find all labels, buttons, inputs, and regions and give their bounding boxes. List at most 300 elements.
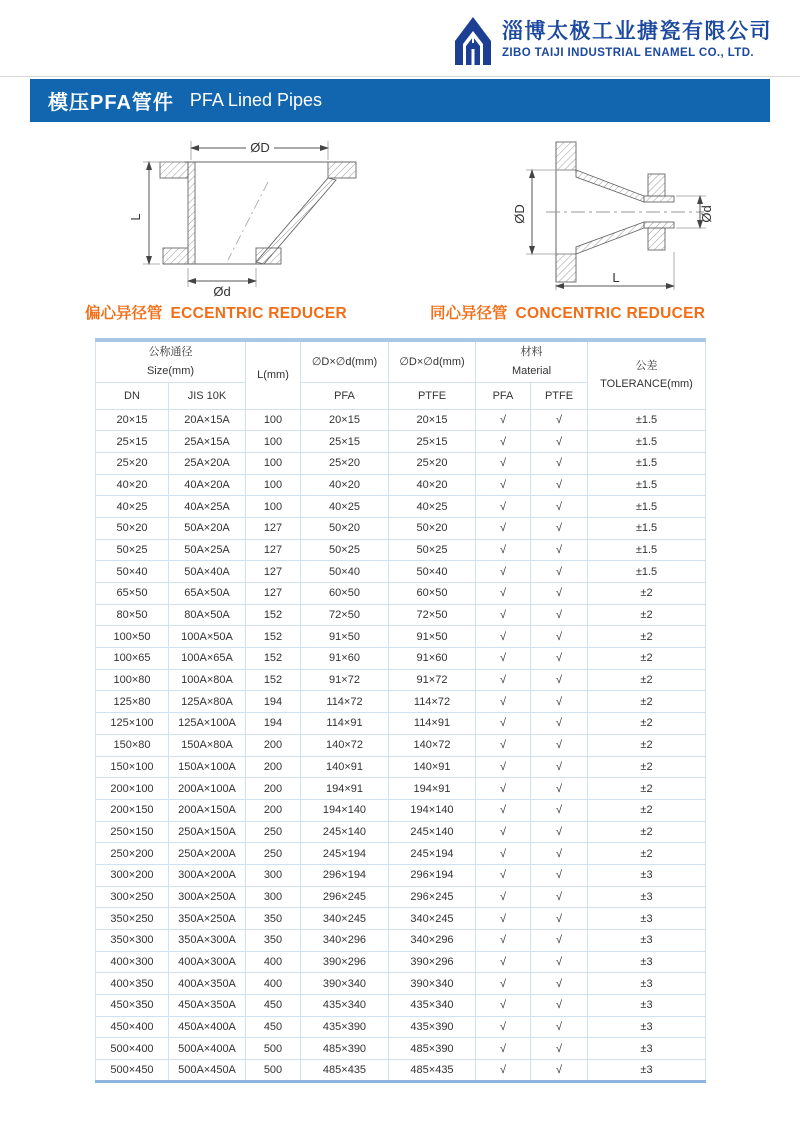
table-cell: ±1.5 <box>588 561 706 583</box>
table-cell: 20A×15A <box>169 409 246 431</box>
spec-table-header <box>96 340 706 409</box>
table-cell: 40×20 <box>301 474 389 496</box>
table-cell: 245×194 <box>301 843 389 865</box>
table-cell: √ <box>476 843 531 865</box>
table-row <box>96 691 706 713</box>
table-cell: 200 <box>246 778 301 800</box>
table-cell: ±3 <box>588 1060 706 1082</box>
spec-table <box>95 338 706 1083</box>
eccentric-reducer-caption <box>85 301 347 323</box>
table-row <box>96 930 706 952</box>
brand-block <box>453 13 772 65</box>
table-cell: √ <box>476 431 531 453</box>
table-cell: 350A×250A <box>169 908 246 930</box>
table-cell: √ <box>531 1016 588 1038</box>
table-cell: 194×140 <box>389 799 476 821</box>
table-cell: 500×400 <box>96 1038 169 1060</box>
table-cell: 350 <box>246 930 301 952</box>
table-row <box>96 1038 706 1060</box>
table-row <box>96 539 706 561</box>
table-cell: 200 <box>246 734 301 756</box>
table-cell: √ <box>531 908 588 930</box>
table-cell: 127 <box>246 517 301 539</box>
table-cell: ±1.5 <box>588 474 706 496</box>
table-cell: 390×296 <box>301 951 389 973</box>
table-cell: 50×20 <box>96 517 169 539</box>
table-cell: 25×20 <box>301 452 389 474</box>
table-cell: ±2 <box>588 713 706 735</box>
table-cell: √ <box>531 691 588 713</box>
table-cell: √ <box>531 951 588 973</box>
table-cell: ±2 <box>588 669 706 691</box>
header-sub-ptfe-mat: PTFE <box>531 382 588 409</box>
table-cell: √ <box>476 1060 531 1082</box>
table-cell: ±1.5 <box>588 452 706 474</box>
table-cell: 125A×80A <box>169 691 246 713</box>
table-row <box>96 778 706 800</box>
table-cell: ±2 <box>588 843 706 865</box>
table-cell: 114×72 <box>389 691 476 713</box>
dim-label-OD: ØD <box>512 204 527 224</box>
table-cell: √ <box>531 604 588 626</box>
table-row <box>96 995 706 1017</box>
table-cell: √ <box>476 626 531 648</box>
table-cell: ±2 <box>588 799 706 821</box>
table-cell: √ <box>476 908 531 930</box>
table-cell: ±2 <box>588 734 706 756</box>
table-cell: √ <box>476 539 531 561</box>
table-cell: √ <box>476 756 531 778</box>
table-cell: 91×72 <box>389 669 476 691</box>
table-cell: 150A×100A <box>169 756 246 778</box>
table-cell: 100A×65A <box>169 648 246 670</box>
table-cell: 450A×350A <box>169 995 246 1017</box>
table-cell: 435×390 <box>389 1016 476 1038</box>
table-cell: ±1.5 <box>588 496 706 518</box>
table-cell: 194×91 <box>389 778 476 800</box>
table-cell: 140×91 <box>301 756 389 778</box>
table-cell: ±2 <box>588 691 706 713</box>
table-cell: 400×350 <box>96 973 169 995</box>
table-cell: 296×245 <box>301 886 389 908</box>
page-header <box>0 0 800 77</box>
table-cell: 296×194 <box>389 864 476 886</box>
table-cell: √ <box>476 886 531 908</box>
table-cell: √ <box>531 799 588 821</box>
dim-label-Od: Ød <box>213 284 231 298</box>
table-cell: 40A×25A <box>169 496 246 518</box>
table-cell: √ <box>531 973 588 995</box>
table-cell: √ <box>531 496 588 518</box>
table-cell: 435×340 <box>301 995 389 1017</box>
table-cell: 152 <box>246 648 301 670</box>
table-row <box>96 583 706 605</box>
table-cell: √ <box>531 734 588 756</box>
table-cell: √ <box>476 517 531 539</box>
table-cell: √ <box>476 821 531 843</box>
table-cell: 20×15 <box>389 409 476 431</box>
table-cell: 194×91 <box>301 778 389 800</box>
table-cell: √ <box>531 648 588 670</box>
table-cell: √ <box>476 604 531 626</box>
table-cell: 340×296 <box>301 930 389 952</box>
table-row <box>96 604 706 626</box>
table-cell: 100 <box>246 452 301 474</box>
table-cell: ±2 <box>588 756 706 778</box>
table-cell: 91×60 <box>389 648 476 670</box>
section-title-cn: 模压PFA管件 <box>48 92 174 114</box>
table-cell: 194 <box>246 691 301 713</box>
table-cell: 100A×50A <box>169 626 246 648</box>
table-cell: ±1.5 <box>588 539 706 561</box>
table-cell: 100 <box>246 496 301 518</box>
table-cell: 25×15 <box>301 431 389 453</box>
header-size-group-cn: 公称通径 <box>148 346 193 359</box>
table-row <box>96 756 706 778</box>
table-row <box>96 431 706 453</box>
table-cell: ±2 <box>588 583 706 605</box>
table-cell: 127 <box>246 561 301 583</box>
table-cell: √ <box>531 1060 588 1082</box>
table-cell: 40×25 <box>389 496 476 518</box>
header-dim-pfa: ∅D×∅d(mm) <box>301 340 389 382</box>
table-cell: ±1.5 <box>588 517 706 539</box>
table-cell: √ <box>531 517 588 539</box>
table-cell: 450 <box>246 1016 301 1038</box>
table-row <box>96 1060 706 1082</box>
table-cell: 25A×15A <box>169 431 246 453</box>
table-cell: 340×245 <box>389 908 476 930</box>
table-cell: 350×250 <box>96 908 169 930</box>
table-cell: √ <box>531 713 588 735</box>
table-row <box>96 886 706 908</box>
table-cell: 125×80 <box>96 691 169 713</box>
table-cell: √ <box>476 973 531 995</box>
table-cell: √ <box>476 409 531 431</box>
table-cell: 50×40 <box>96 561 169 583</box>
table-cell: 300 <box>246 886 301 908</box>
table-row <box>96 452 706 474</box>
table-cell: √ <box>531 474 588 496</box>
table-cell: 340×296 <box>389 930 476 952</box>
table-cell: 40×20 <box>96 474 169 496</box>
table-cell: 500×450 <box>96 1060 169 1082</box>
eccentric-caption-en: ECCENTRIC REDUCER <box>170 305 347 322</box>
table-cell: √ <box>531 583 588 605</box>
table-cell: √ <box>476 474 531 496</box>
section-title-en: PFA Lined Pipes <box>189 90 322 110</box>
table-row <box>96 843 706 865</box>
table-cell: 40×20 <box>389 474 476 496</box>
table-cell: √ <box>476 1016 531 1038</box>
table-cell: √ <box>531 626 588 648</box>
table-cell: 194×140 <box>301 799 389 821</box>
company-name-cn: 淄博太极工业搪瓷有限公司 <box>502 20 772 44</box>
table-cell: 500 <box>246 1038 301 1060</box>
table-cell: 25A×20A <box>169 452 246 474</box>
table-cell: 390×340 <box>389 973 476 995</box>
table-cell: √ <box>476 799 531 821</box>
table-cell: ±3 <box>588 1038 706 1060</box>
table-cell: 152 <box>246 604 301 626</box>
table-row <box>96 908 706 930</box>
table-cell: √ <box>476 734 531 756</box>
table-cell: 80A×50A <box>169 604 246 626</box>
table-cell: 250A×150A <box>169 821 246 843</box>
table-cell: 140×72 <box>389 734 476 756</box>
table-row <box>96 864 706 886</box>
concentric-caption-en: CONCENTRIC REDUCER <box>515 305 706 322</box>
table-cell: 50A×40A <box>169 561 246 583</box>
table-cell: √ <box>531 778 588 800</box>
table-cell: 296×194 <box>301 864 389 886</box>
table-cell: 65×50 <box>96 583 169 605</box>
table-cell: √ <box>476 583 531 605</box>
table-row <box>96 821 706 843</box>
table-cell: ±3 <box>588 995 706 1017</box>
table-cell: √ <box>531 669 588 691</box>
table-body <box>96 409 706 1081</box>
table-cell: √ <box>531 843 588 865</box>
table-row <box>96 713 706 735</box>
concentric-caption-cn: 同心异径管 <box>430 305 508 322</box>
dim-label-OD: ØD <box>250 140 270 155</box>
table-cell: ±3 <box>588 864 706 886</box>
table-cell: 400×300 <box>96 951 169 973</box>
table-row <box>96 409 706 431</box>
header-l: L(mm) <box>246 340 301 409</box>
table-cell: ±2 <box>588 604 706 626</box>
table-row <box>96 951 706 973</box>
table-row <box>96 474 706 496</box>
header-dn: DN <box>96 382 169 409</box>
table-cell: 40×25 <box>96 496 169 518</box>
table-cell: √ <box>476 864 531 886</box>
table-row <box>96 517 706 539</box>
table-cell: ±3 <box>588 930 706 952</box>
table-cell: 340×245 <box>301 908 389 930</box>
table-cell: 20×15 <box>301 409 389 431</box>
table-cell: 100×50 <box>96 626 169 648</box>
table-cell: 72×50 <box>301 604 389 626</box>
table-cell: 80×50 <box>96 604 169 626</box>
table-cell: 245×194 <box>389 843 476 865</box>
header-tolerance-en: TOLERANCE(mm) <box>600 378 693 391</box>
table-cell: √ <box>531 930 588 952</box>
header-sub-ptfe-dim: PTFE <box>389 382 476 409</box>
table-cell: ±3 <box>588 951 706 973</box>
table-cell: 485×435 <box>389 1060 476 1082</box>
concentric-reducer-drawing <box>498 130 738 296</box>
table-row <box>96 973 706 995</box>
table-cell: 485×390 <box>389 1038 476 1060</box>
table-cell: 152 <box>246 626 301 648</box>
table-cell: 91×72 <box>301 669 389 691</box>
table-cell: 300×250 <box>96 886 169 908</box>
table-cell: √ <box>476 778 531 800</box>
table-row <box>96 626 706 648</box>
table-cell: ±1.5 <box>588 431 706 453</box>
table-cell: 25×15 <box>96 431 169 453</box>
table-cell: √ <box>531 539 588 561</box>
table-row <box>96 669 706 691</box>
table-cell: 500 <box>246 1060 301 1082</box>
table-cell: √ <box>476 951 531 973</box>
table-cell: 150A×80A <box>169 734 246 756</box>
table-cell: 450A×400A <box>169 1016 246 1038</box>
header-material-group-cn: 材料 <box>520 346 543 359</box>
table-cell: 245×140 <box>389 821 476 843</box>
table-cell: 485×390 <box>301 1038 389 1060</box>
table-cell: 40×25 <box>301 496 389 518</box>
company-name-en: ZIBO TAIJI INDUSTRIAL ENAMEL CO., LTD. <box>502 46 755 59</box>
table-cell: ±3 <box>588 908 706 930</box>
table-cell: 140×72 <box>301 734 389 756</box>
header-tolerance-cn: 公差 <box>635 359 658 372</box>
table-cell: 300×200 <box>96 864 169 886</box>
table-cell: 194 <box>246 713 301 735</box>
table-cell: 200 <box>246 799 301 821</box>
table-cell: √ <box>531 1038 588 1060</box>
table-cell: √ <box>476 691 531 713</box>
table-cell: 100×65 <box>96 648 169 670</box>
table-cell: ±3 <box>588 1016 706 1038</box>
table-cell: 50×25 <box>301 539 389 561</box>
table-cell: 60×50 <box>301 583 389 605</box>
table-cell: 200×150 <box>96 799 169 821</box>
table-cell: √ <box>476 1038 531 1060</box>
dim-label-Od: Ød <box>699 205 714 223</box>
table-cell: 72×50 <box>389 604 476 626</box>
table-cell: 100A×80A <box>169 669 246 691</box>
table-cell: ±2 <box>588 626 706 648</box>
table-cell: 296×245 <box>389 886 476 908</box>
table-cell: 114×91 <box>389 713 476 735</box>
table-cell: 50×20 <box>301 517 389 539</box>
table-cell: 500A×400A <box>169 1038 246 1060</box>
table-cell: 152 <box>246 669 301 691</box>
table-cell: 50A×20A <box>169 517 246 539</box>
table-cell: √ <box>476 496 531 518</box>
table-cell: 150×100 <box>96 756 169 778</box>
table-cell: 50×25 <box>96 539 169 561</box>
table-cell: 100 <box>246 474 301 496</box>
table-cell: √ <box>531 561 588 583</box>
table-cell: 250×200 <box>96 843 169 865</box>
dim-label-L: L <box>612 270 620 285</box>
table-cell: 25×20 <box>96 452 169 474</box>
table-cell: 245×140 <box>301 821 389 843</box>
table-cell: 65A×50A <box>169 583 246 605</box>
table-cell: 20×15 <box>96 409 169 431</box>
table-cell: 450×400 <box>96 1016 169 1038</box>
table-cell: √ <box>531 886 588 908</box>
table-cell: 91×60 <box>301 648 389 670</box>
header-material-group <box>476 340 588 382</box>
table-cell: 350×300 <box>96 930 169 952</box>
table-cell: 127 <box>246 539 301 561</box>
header-sub-pfa-dim: PFA <box>301 382 389 409</box>
table-cell: 60×50 <box>389 583 476 605</box>
table-cell: √ <box>476 452 531 474</box>
table-cell: 300 <box>246 864 301 886</box>
table-cell: 150×80 <box>96 734 169 756</box>
table-cell: 435×390 <box>301 1016 389 1038</box>
eccentric-caption-cn: 偏心异径管 <box>85 305 163 322</box>
table-cell: 300A×200A <box>169 864 246 886</box>
concentric-reducer-caption <box>430 301 705 323</box>
table-cell: √ <box>476 713 531 735</box>
table-cell: 250 <box>246 843 301 865</box>
table-cell: √ <box>531 431 588 453</box>
table-cell: √ <box>476 648 531 670</box>
table-cell: 100 <box>246 431 301 453</box>
eccentric-reducer-drawing <box>116 134 396 298</box>
table-cell: √ <box>531 821 588 843</box>
table-cell: 500A×450A <box>169 1060 246 1082</box>
table-cell: ±1.5 <box>588 409 706 431</box>
table-cell: 50×40 <box>389 561 476 583</box>
table-cell: 114×72 <box>301 691 389 713</box>
header-sub-pfa-mat: PFA <box>476 382 531 409</box>
table-cell: 125A×100A <box>169 713 246 735</box>
table-cell: 25×20 <box>389 452 476 474</box>
table-cell: 400A×350A <box>169 973 246 995</box>
table-cell: 485×435 <box>301 1060 389 1082</box>
header-material-group-en: Material <box>511 364 552 377</box>
table-cell: 40A×20A <box>169 474 246 496</box>
company-logo-icon <box>453 13 493 65</box>
company-name <box>502 19 772 58</box>
table-cell: 400 <box>246 951 301 973</box>
table-cell: 435×340 <box>389 995 476 1017</box>
table-cell: 300A×250A <box>169 886 246 908</box>
table-cell: √ <box>531 756 588 778</box>
dim-label-L: L <box>128 213 143 221</box>
table-cell: 100×80 <box>96 669 169 691</box>
table-cell: √ <box>476 561 531 583</box>
table-cell: √ <box>531 995 588 1017</box>
table-cell: 114×91 <box>301 713 389 735</box>
table-cell: 50×20 <box>389 517 476 539</box>
table-cell: 350A×300A <box>169 930 246 952</box>
table-cell: 400A×300A <box>169 951 246 973</box>
table-row <box>96 496 706 518</box>
table-cell: 390×296 <box>389 951 476 973</box>
table-cell: √ <box>476 669 531 691</box>
table-cell: 140×91 <box>389 756 476 778</box>
header-jis: JIS 10K <box>169 382 246 409</box>
table-cell: ±2 <box>588 821 706 843</box>
table-cell: 91×50 <box>389 626 476 648</box>
table-cell: 250×150 <box>96 821 169 843</box>
table-cell: 390×340 <box>301 973 389 995</box>
header-tolerance <box>588 340 706 409</box>
table-cell: 250A×200A <box>169 843 246 865</box>
table-cell: ±3 <box>588 973 706 995</box>
table-cell: 91×50 <box>301 626 389 648</box>
table-cell: √ <box>531 409 588 431</box>
table-cell: 400 <box>246 973 301 995</box>
table-cell: 50A×25A <box>169 539 246 561</box>
table-cell: 450×350 <box>96 995 169 1017</box>
table-cell: 50×25 <box>389 539 476 561</box>
table-cell: 200A×150A <box>169 799 246 821</box>
header-dim-ptfe: ∅D×∅d(mm) <box>389 340 476 382</box>
table-cell: 127 <box>246 583 301 605</box>
table-cell: 25×15 <box>389 431 476 453</box>
table-cell: 200×100 <box>96 778 169 800</box>
